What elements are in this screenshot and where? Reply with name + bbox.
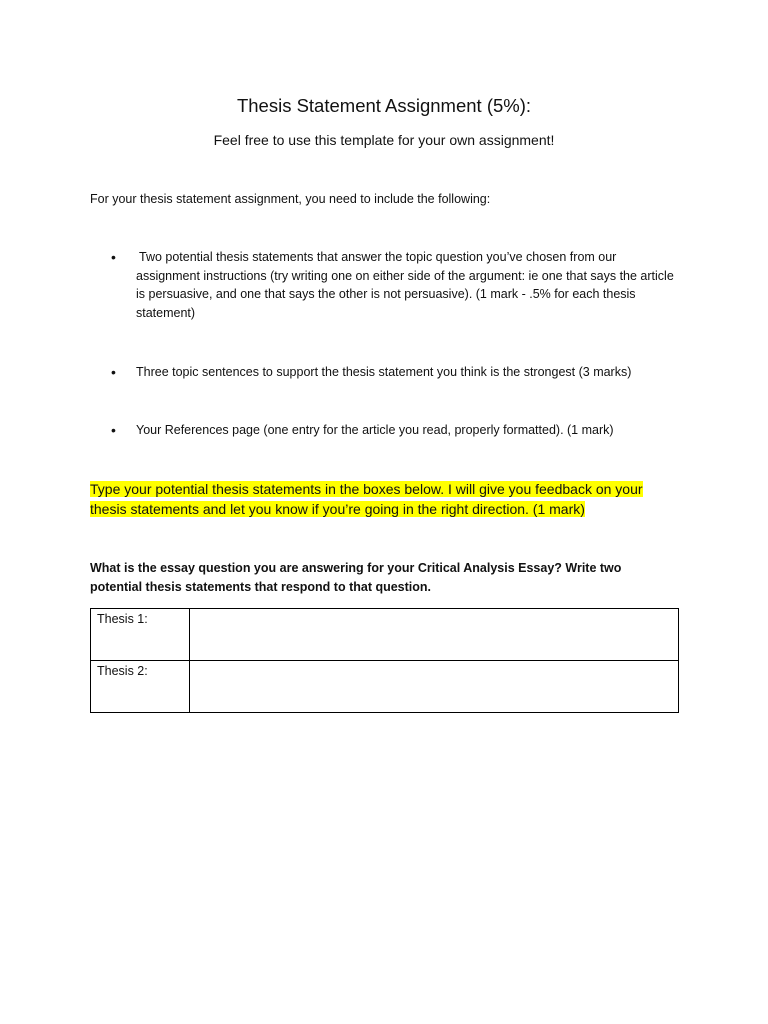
table-row bbox=[91, 609, 679, 661]
bullet-icon: • bbox=[111, 422, 116, 438]
page-subtitle: Feel free to use this template for your own assignment! bbox=[213, 132, 555, 148]
page-title: Thesis Statement Assignment (5%): bbox=[236, 95, 532, 116]
highlighted-text: Type your potential thesis statements in the boxes below. I will give you feedback on your thesis statements and let you know if you’re going in the right direction. (1 mark) bbox=[90, 481, 643, 517]
thesis-2-label: Thesis 2: bbox=[91, 661, 190, 713]
list-item-text: Your References page (one entry for the article you read, properly formatted). (1 mark) bbox=[136, 423, 614, 437]
bullet-icon: • bbox=[111, 364, 116, 380]
thesis-1-input-cell[interactable] bbox=[190, 609, 679, 661]
list-item-text: Three topic sentences to support the thesis statement you think is the strongest (3 marks) bbox=[136, 365, 632, 379]
intro-paragraph: For your thesis statement assignment, you need to include the following: bbox=[90, 192, 491, 206]
highlighted-instructions bbox=[90, 480, 680, 519]
thesis-table bbox=[90, 608, 679, 713]
list-item-text: Two potential thesis statements that answer the topic question you’ve chosen from our assignment instructions (try writing one on either side of the argument: ie one that says the article is persuasive, and one that says the other is not persuasive). (1 mark - .5% for each thesis statement) bbox=[136, 250, 674, 320]
thesis-1-label: Thesis 1: bbox=[91, 609, 190, 661]
essay-question: What is the essay question you are answering for your Critical Analysis Essay? Write two potential thesis statements that respond to that question. bbox=[90, 561, 622, 594]
table-row bbox=[91, 661, 679, 713]
thesis-2-input-cell[interactable] bbox=[190, 661, 679, 713]
bullet-icon: • bbox=[111, 249, 116, 265]
